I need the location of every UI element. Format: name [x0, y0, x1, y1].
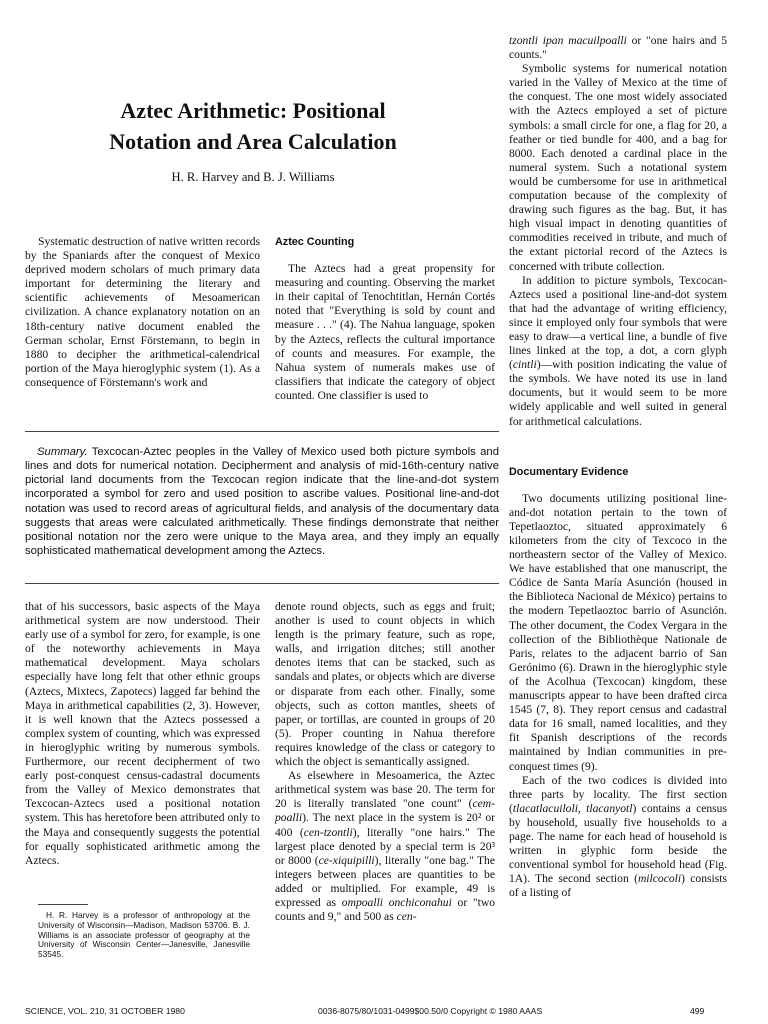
line-and-dot-text-a: In addition to picture symbols, Texcocan-Aztecs used a positional line-and-dot system that had the advantage of writing efficiency, since it employed only four symbols that were easy to draw—a vertical line, a bundle of five lines linked at the top, a dot, a corn glyph ( — [509, 273, 727, 372]
term-ce-xiquipilli: ce-xiquipilli — [318, 853, 375, 867]
summary-box — [25, 445, 499, 558]
base-twenty-text-b: ). The next place in the system is 20² or 400 ( — [275, 811, 495, 839]
article-title — [40, 95, 466, 157]
codices-text-c: ) consists of a listing of — [509, 872, 727, 900]
codices-text-a: Each of the two codices is divided into three parts by locality. The first section ( — [509, 773, 727, 815]
base-twenty-text-a: As elsewhere in Mesoamerica, the Aztec arithmetical system was base 20. The term for 20 is literally translated "one count" ( — [275, 769, 495, 811]
continuation-text: or "one hairs and 5 counts." — [509, 34, 727, 62]
footnote-rule — [38, 904, 88, 905]
codices-text-b: ) contains a census by household, usually five households to a page. The name for each head of household is written in glyphic form beside the conventional symbol for household head (Fig. 1A). The second section ( — [509, 801, 727, 886]
line-and-dot-paragraph — [509, 274, 727, 429]
term-tlacatlacuiloli: tlacatlacuiloli, tlacanyotl — [512, 801, 633, 815]
article-authors: H. R. Harvey and B. J. Williams — [171, 170, 335, 184]
summary-bottom-rule — [25, 583, 499, 584]
right-column — [509, 34, 727, 900]
journal-footer: SCIENCE, VOL. 210, 31 OCTOBER 1980 — [25, 1006, 185, 1016]
copyright-footer: 0036-8075/80/1031-0499$00.50/0 Copyright © 1980 AAAS — [318, 1006, 543, 1016]
base-twenty-text-d: ), literally "one bag." The integers between places are quantities to be added or multiplied. For example, 49 is expressed as — [275, 853, 495, 909]
documentary-evidence-heading: Documentary Evidence — [509, 465, 629, 478]
continuation-paragraph — [509, 34, 727, 62]
term-ompoalli-onchiconahui: ompoalli onchiconahui — [341, 895, 452, 909]
intro-column — [25, 235, 260, 390]
term-cintli: cintli — [512, 358, 537, 372]
aztec-counting-heading: Aztec Counting — [275, 236, 355, 248]
documents-paragraph: Two documents utilizing positional line-and-dot notation pertain to the town of Tepetlaoztoc, situated approximately 6 kilometers from the city of Texcoco in the northeastern sector of the Valley of Mexico. We have established that one manuscript, the Códice de Santa María Asunción (housed in the Biblioteca Nacional de México) pertains to the modern Tepetlaoztoc barrio of Asunción. The other document, the Codex Vergara in the collection of the Bibliothèque Nationale de Paris, relates to the adjacent barrio of San Gerónimo (6). Drawn in the hieroglyphic style of the Acolhua (Texcocan) kingdom, these manuscripts appear to have been drafted circa 1545 (7, 8). They report census and cadastral data for 16 small, named localities, and they fit Spanish descriptions of the records maintained by Indian communities in pre-conquest times (9). — [509, 491, 727, 773]
base-twenty-text-c: ), literally "one hairs." The largest place denoted by a special term is 20³ or 8000 ( — [275, 825, 495, 867]
title-line-1: Aztec Arithmetic: Positional — [120, 98, 386, 123]
term-cen-tzontli: cen-tzontli — [303, 825, 353, 839]
summary-top-rule — [25, 431, 499, 432]
line-and-dot-text-b: )—with position indicating the value of the symbols. We have noted its use in land documents, but it would seem to be more widely applicable and well suited in general for arithmetical calculations. — [509, 358, 727, 428]
term-cen-start: cen- — [396, 910, 417, 924]
lower-middle-column — [275, 600, 495, 924]
lower-left-column — [25, 600, 260, 868]
intro-paragraph: Systematic destruction of native written records by the Spaniards after the conquest of Mexico deprived modern scholars of much primary data important for determining the literary and scientific achievements of Mesoamerican civilization. A chance explanatory notation on an 18th-century native document enabled the German scholar, Ernst Förstemann, to begin in 1880 to decipher the arithmetical-calendrical portion of the Maya hieroglyphic system (1). As a consequence of Förstemann's work and — [25, 235, 260, 389]
summary-label: Summary. — [37, 446, 88, 458]
codices-paragraph — [509, 774, 727, 901]
author-footnote: H. R. Harvey is a professor of anthropology at the University of Wisconsin—Madison, Madison 53706. B. J. Williams is an associate professor of geography at the University of Wisconsin Center—Janesville, Janesville 53545. — [38, 910, 250, 960]
term-tzontli-ipan-macuilpoalli: tzontli ipan macuilpoalli — [509, 34, 627, 47]
aztec-counting-paragraph: The Aztecs had a great propensity for measuring and counting. Observing the market in their capital of Tenochtitlan, Hernán Cortés noted that "Everything is sold by count and measure . . ." (4). The Nahua language, spoken by the Aztecs, reflects the cultural importance of counts and measures. For example, the Nahua system of numerals makes use of classifiers that indicate the category of object counted. One classifier is used to — [275, 262, 495, 402]
classifier-paragraph: denote round objects, such as eggs and fruit; another is used to count objects in which length is the primary feature, such as rope, walls, and irrigation ditches; still another denotes items that can be stacked, such as sandals and plates, or objects which are diverse or disparate from each other. Finally, some objects, such as cotton mantles, sheets of paper, or tortillas, are counted in groups of 20 (5). Proper counting in Nahua therefore requires knowledge of the class or category to which the object is semantically assigned. — [275, 600, 495, 769]
aztec-counting-column — [275, 235, 495, 403]
title-line-2: Notation and Area Calculation — [109, 129, 397, 154]
base-twenty-text-e: or "two counts and 9," and 500 as — [275, 895, 496, 924]
lower-left-paragraph: that of his successors, basic aspects of the Maya arithmetical system are now understood. Their early use of a symbol for zero, for example, is one of the noteworthy achievements in Maya mathematical development. Maya scholars especially have long felt that other ethnic groups (Aztecs, Mixtecs, Zapotecs) lagged far behind the Maya in arithmetical capabilities (2, 3). However, it is well known that the Aztecs possessed a complex system of counting, which was expressed in hieroglyphic writing by numerous symbols. Furthermore, our recent decipherment of two early post-conquest census-cadastral documents from the Valley of Mexico demonstrates that Texcocan-Aztecs used a positional notation system. This has heretofore been attributed only to the Maya and consequently suggests the potential for equally sophisticated arithmetic among the Aztecs. — [25, 600, 260, 867]
term-milcocoli: milcocoli — [637, 872, 682, 886]
base-twenty-paragraph — [275, 769, 495, 924]
page-number: 499 — [690, 1006, 705, 1016]
summary-text: Texcocan-Aztec peoples in the Valley of Mexico used both picture symbols and lines and dots for numerical notation. Decipherment and analysis of mid-16th-century native pictorial land documents from the Texcocan region indicate that the line-and-dot system incorporated a symbol for zero and used position to ascribe values. Positional line-and-dot notation was used to record areas of agricultural fields, and analysis of the documentary data suggests that areas were calculated arithmetically. These findings demonstrate that neither positional notation nor the zero were unique to the Maya area, and they imply an equally sophisticated mathematical development among the Aztecs. — [25, 446, 499, 558]
picture-symbols-paragraph: Symbolic systems for numerical notation varied in the Valley of Mexico at the time of the conquest. The one most widely associated with the Aztecs employed a set of picture symbols: a small circle for one, a flag for 20, a feather or tied bundle for 400, and a bag for 8000. Each denoted a cardinal place in the numeral system. Such a notational system would be cumbersome for use in arithmetical computation because of the complexity of drawing such figures as the bag. But, it has high visual impact in denoting quantities of commodities received in tribute, and much of the extant pictorial record of the Aztecs is concerned with tribute collection. — [509, 62, 727, 273]
term-cem-poalli: cem-poalli — [275, 797, 495, 825]
